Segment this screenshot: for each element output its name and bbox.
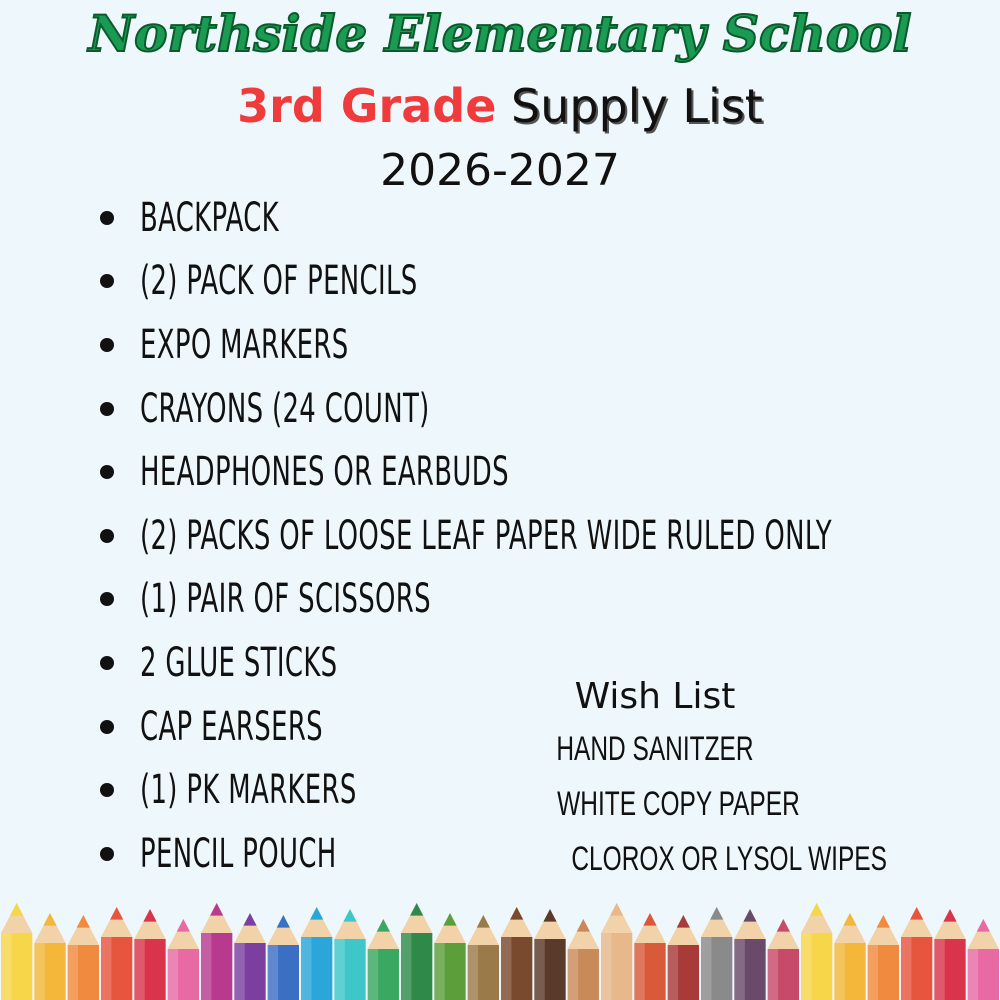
wish-list-title: Wish List — [574, 676, 736, 717]
pencil — [701, 907, 732, 1000]
bullet-icon — [100, 402, 114, 416]
bullet-icon — [100, 592, 114, 606]
pencil — [34, 913, 65, 1000]
pencil — [301, 907, 332, 1000]
page-subtitle — [0, 78, 1000, 134]
pencil — [468, 915, 499, 1000]
list-item — [100, 440, 1000, 504]
wish-item: WHITE COPY PAPER — [557, 785, 800, 823]
supply-item: CAP EARSERS — [140, 703, 323, 750]
pencil — [234, 913, 265, 1000]
pencil — [801, 903, 832, 1000]
supply-item: CRAYONS (24 COUNT) — [140, 385, 430, 432]
pencil — [268, 915, 299, 1000]
bullet-icon — [100, 720, 114, 734]
pencil — [1, 903, 32, 1000]
bullet-icon — [100, 847, 114, 861]
bullet-icon — [100, 211, 114, 225]
pencil — [101, 907, 132, 1000]
pencil — [734, 909, 765, 1000]
bullet-icon — [100, 529, 114, 543]
pencil — [868, 915, 899, 1000]
pencil — [201, 903, 232, 1000]
pencil — [834, 913, 865, 1000]
bullet-icon — [100, 656, 114, 670]
list-item — [100, 250, 1000, 314]
pencil — [401, 903, 432, 1000]
pencil — [534, 909, 565, 1000]
pencil — [768, 919, 799, 1000]
pencil — [601, 903, 632, 1000]
colored-pencils-icon — [0, 895, 1000, 1000]
supply-item: PENCIL POUCH — [140, 830, 337, 877]
pencil — [668, 915, 699, 1000]
wish-item: CLOROX OR LYSOL WIPES — [571, 840, 887, 878]
supply-list-label: Supply List — [511, 79, 763, 133]
list-item — [100, 504, 1000, 568]
pencil — [634, 913, 665, 1000]
pencil — [901, 907, 932, 1000]
school-name: Northside Elementary School — [88, 4, 912, 63]
wish-list — [510, 672, 887, 887]
pencil — [934, 909, 965, 1000]
bullet-icon — [100, 783, 114, 797]
list-item — [100, 313, 1000, 377]
supply-item: BACKPACK — [140, 194, 280, 241]
pencil — [334, 909, 365, 1000]
list-item — [100, 377, 1000, 441]
supply-item: (2) PACKS OF LOOSE LEAF PAPER WIDE RULED ONLY — [140, 512, 832, 559]
grade-label: 3rd Grade — [237, 79, 497, 133]
pencil — [968, 919, 999, 1000]
supply-item: (1) PAIR OF SCISSORS — [140, 576, 431, 623]
supply-item: (2) PACK OF PENCILS — [140, 258, 418, 305]
pencil — [568, 919, 599, 1000]
pencil — [434, 913, 465, 1000]
bullet-icon — [100, 274, 114, 288]
list-item — [100, 186, 1000, 250]
supply-item: EXPO MARKERS — [140, 321, 349, 368]
supply-item: 2 GLUE STICKS — [140, 639, 338, 686]
pencil — [134, 909, 165, 1000]
supply-item: HEADPHONES OR EARBUDS — [140, 449, 509, 496]
supply-item: (1) PK MARKERS — [140, 767, 357, 814]
pencil — [168, 919, 199, 1000]
colored-pencils-border — [0, 895, 1000, 1000]
school-year: 2026-2027 — [380, 145, 620, 196]
pencil — [501, 907, 532, 1000]
wish-item: HAND SANITZER — [556, 730, 754, 768]
pencil — [68, 915, 99, 1000]
list-item — [100, 568, 1000, 632]
bullet-icon — [100, 338, 114, 352]
bullet-icon — [100, 465, 114, 479]
pencil — [368, 919, 399, 1000]
